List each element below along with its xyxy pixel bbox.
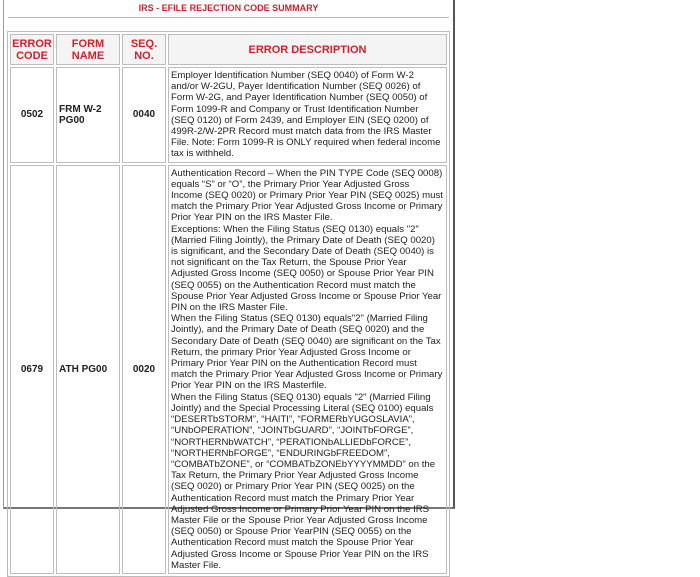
- divider: [8, 17, 449, 18]
- table-header-row: [10, 34, 447, 65]
- error-code-cell: 0679: [10, 165, 54, 574]
- error-description-cell: [168, 67, 447, 163]
- summary-panel: [3, 0, 455, 571]
- error-description-cell: [168, 165, 447, 574]
- error-code-cell: 0502: [10, 67, 54, 163]
- column-header-form-name: FORM NAME: [56, 34, 120, 65]
- page-title: IRS - EFILE REJECTION CODE SUMMARY: [138, 3, 319, 13]
- column-header-error-description: ERROR DESCRIPTION: [168, 34, 447, 65]
- description-paragraph: When the Filing Status (SEQ 0130) equals"2" (Married Filing Jointly), and the Primary Date of Death (SEQ 0020) and the Secondary Date of Death (SEQ 0040) are significant on the Tax Return, the primary Prior Year Adjusted Gross Income or Primary Prior Year PIN on the Authentication Record must match the Primary Prior Year Adjusted Gross Income or Primary Prior Year PIN on the IRS Masterfile.: [171, 313, 443, 392]
- description-paragraph: Exceptions: When the Filing Status (SEQ 0130) equals "2" (Married Filing Jointly), the Primary Date of Death (SEQ 0020) is significant, and the Secondary Date of Death (SEQ 0040) is not significant on the Tax Return, the Spouse Prior Year Adjusted Gross Income (SEQ 0050) or Spouse Prior Year PIN (SEQ 0055) on the Authentication Record must match the Spouse Prior Year Adjusted Gross Income or Spouse Prior Year PIN on the IRS Master File.: [171, 223, 442, 314]
- seq-no-cell: 0040: [122, 67, 166, 163]
- table-row: [10, 165, 447, 574]
- rejection-code-table: [7, 31, 450, 577]
- seq-no-cell: 0020: [122, 165, 166, 574]
- table-row: [10, 67, 447, 163]
- description-paragraph: When the Filing Status (SEQ 0130) equals "2" (Married Filing Jointly) and the Special Processing Literal (SEQ 0100) equals “DESERTbSTORM”, “HAITI”, “FORMERbYUGOSLAVIA”, “UNbOPERATION”, “JOINTbGUARD”, “JOINTbFORGE”, “NORTHERNbWATCH”, “PERATIONbALLIEDbFORCE”, “NORTHERNbFORGE”, “ENDURINGbFREEDOM”, “COMBATbZONE”, or “COMBATbZONEbYYYYMMDD” on the Tax Return, the Primary Prior Year Adjusted Gross Income (SEQ 0020) or Primary Prior Year PIN (SEQ 0025) on the Authentication Record must match the Primary Prior Year Adjusted Gross Income or Primary Prior Year PIN on the IRS Master File or the Spouse Prior Year Adjusted Gross Income (SEQ 0050) or Spouse Prior YearPIN (SEQ 0055) on the Authentication Record must match the Spouse Prior Year Adjusted Gross Income or Spouse Prior Year PIN on the IRS Master File.: [171, 391, 436, 571]
- column-header-seq-no: SEQ. NO.: [122, 34, 166, 65]
- form-name-cell: ATH PG00: [56, 165, 120, 574]
- description-paragraph: Employer Identification Number (SEQ 0040) of Form W-2 and/or W-2GU, Payer Identification Number (SEQ 0026) of Form W-2G, and Payer Identification Number (SEQ 0050) of Form 1099-R and Company or Trust Identification Number (SEQ 0120) of Form 2439, and Employer EIN (SEQ 0200) of 499R-2/W-2PR Record must match data from the IRS Master File. Note: Form 1099-R is ONLY required when federal income tax is withheld.: [171, 70, 441, 160]
- column-header-error-code: ERROR CODE: [10, 34, 54, 65]
- form-name-cell: FRM W-2 PG00: [56, 67, 120, 163]
- description-paragraph: Authentication Record – When the PIN TYPE Code (SEQ 0008) equals “S” or “O”, the Primary Prior Year Adjusted Gross Income (SEQ 0020) or Primary Prior Year PIN (SEQ 0025) must match the Primary Prior Year Adjusted Gross Income or Primary Prior Year PIN on the IRS Master File.: [171, 167, 443, 224]
